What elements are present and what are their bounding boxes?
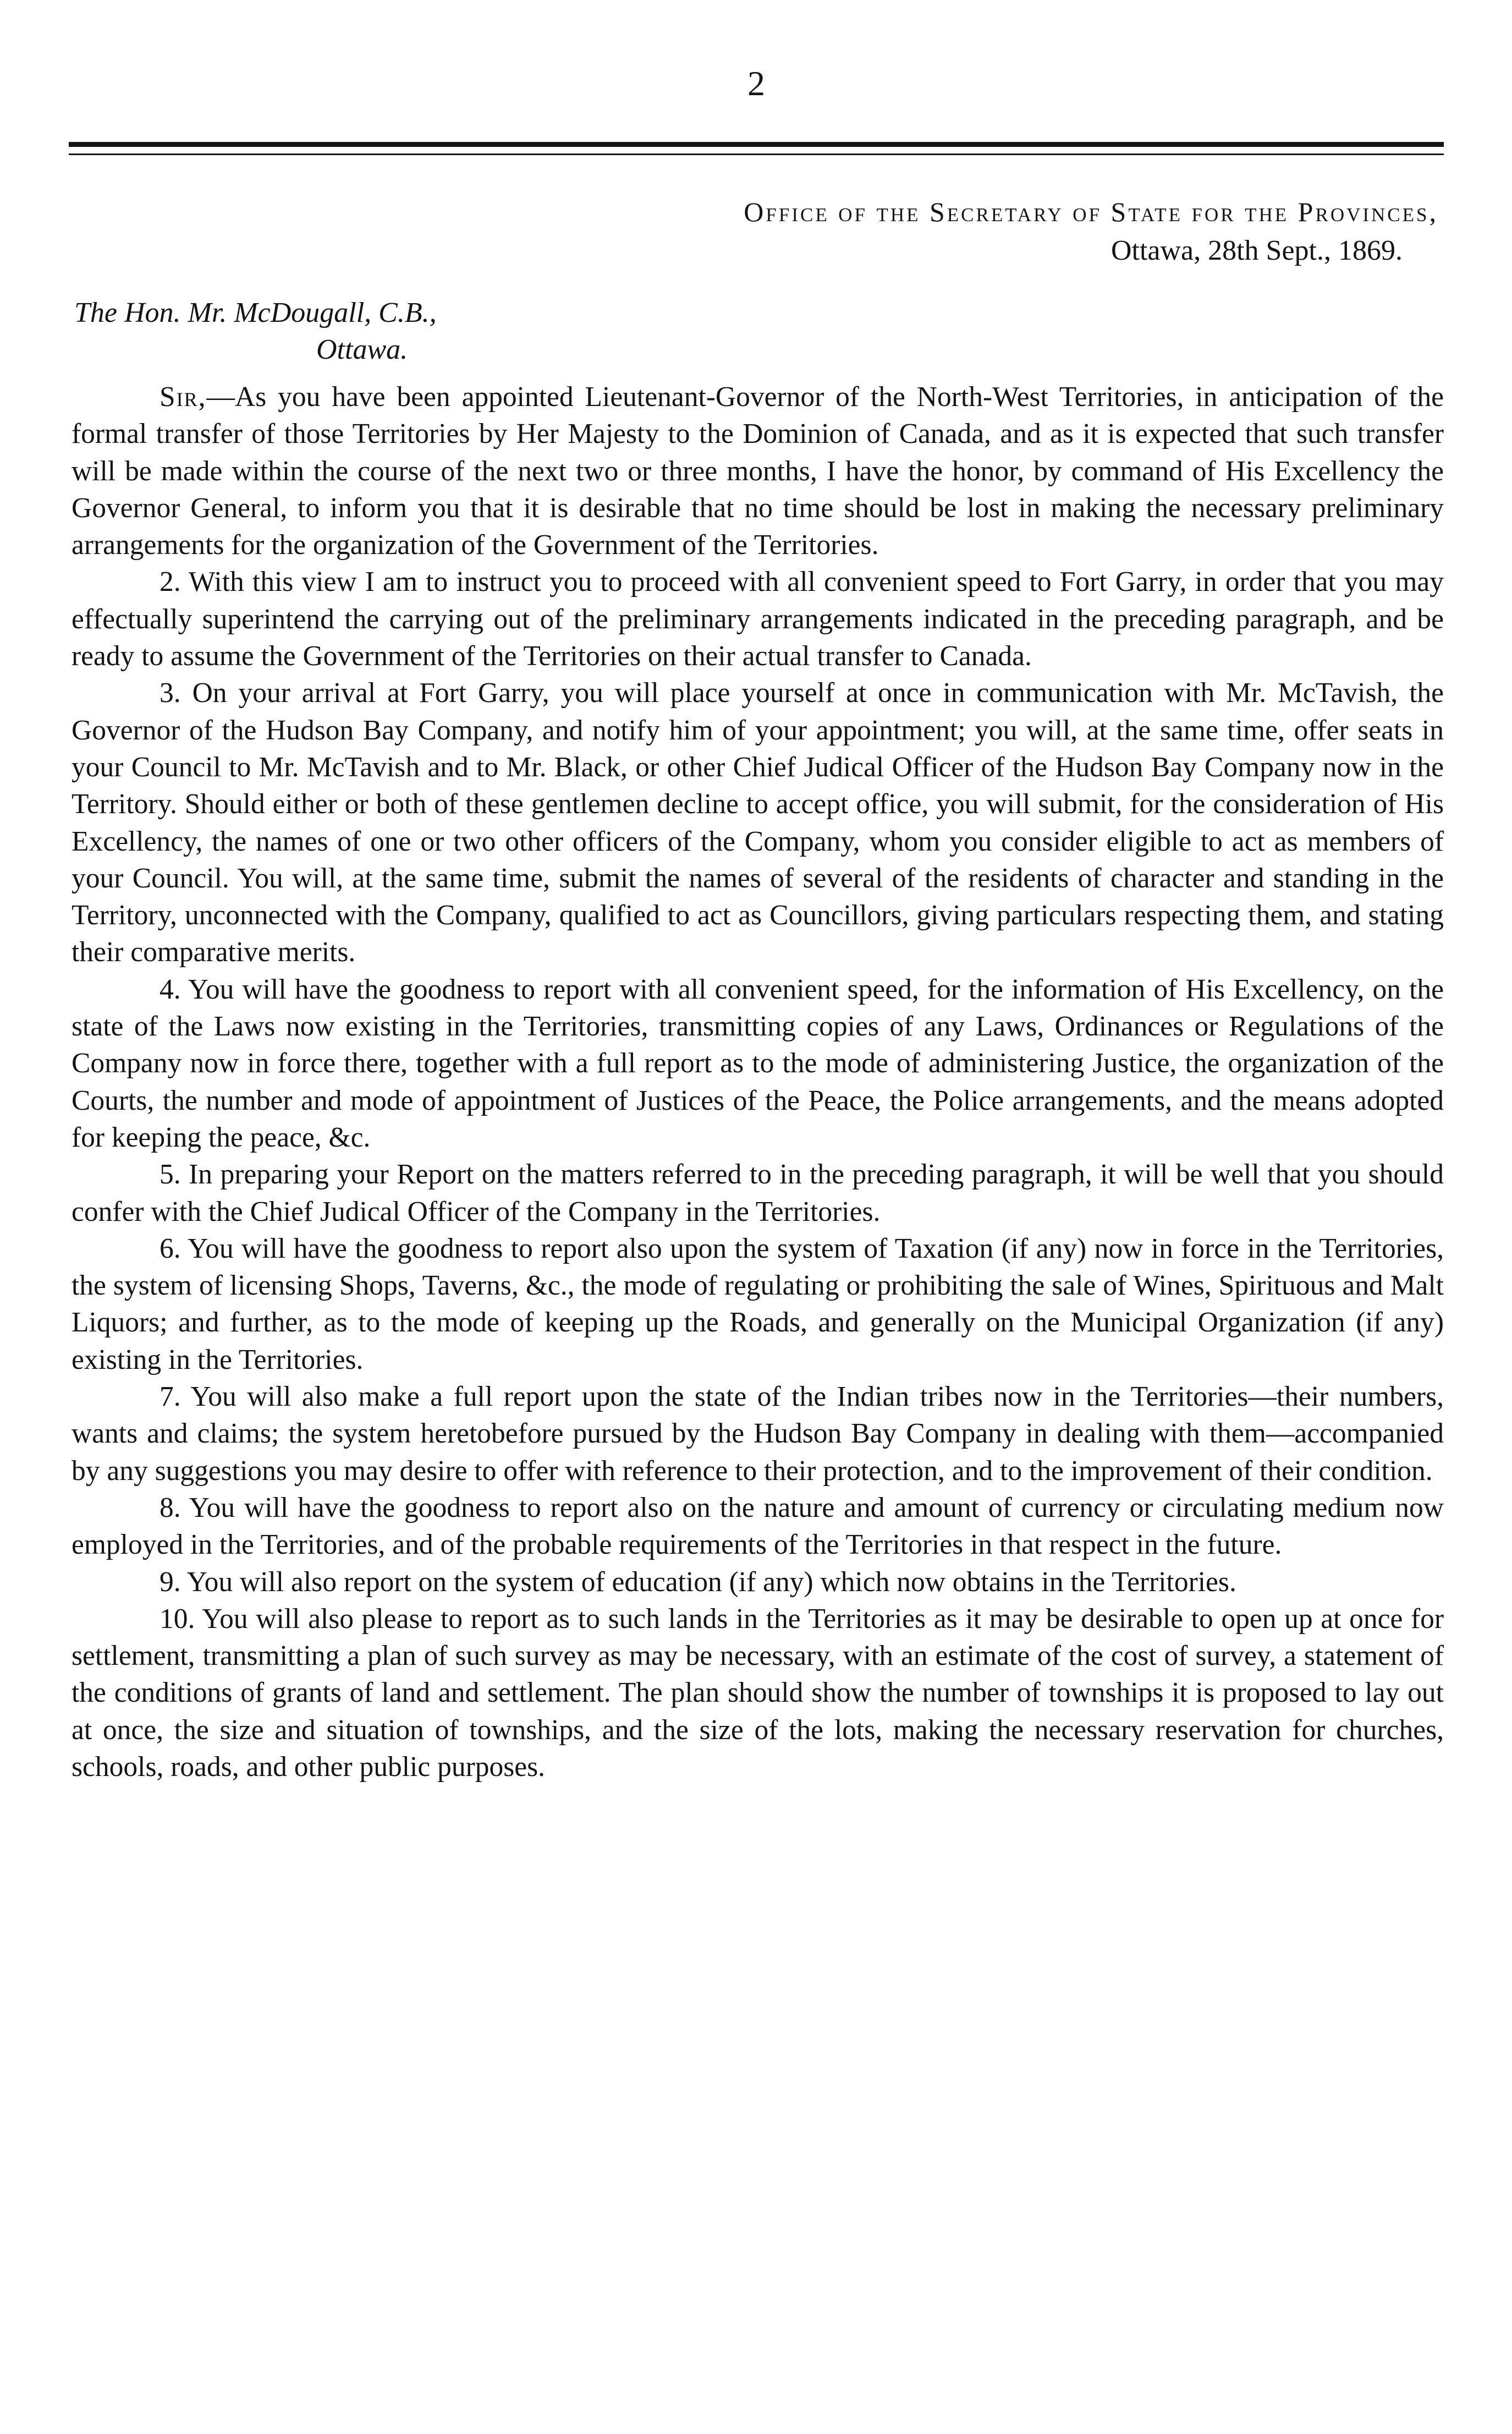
salutation: Sir, <box>160 381 207 413</box>
page-number: 2 <box>747 64 765 103</box>
office-heading: Office of the Secretary of State for the Provinces, <box>744 196 1438 227</box>
paragraph-1-text: —As you have been appointed Lieutenant-Governor of the North-West Territories, in anticipation of the formal transfer of those Territories by Her Majesty to the Dominion of Canada, and as it is expected that such transfer will be made within the course of the next two or three months, I have the honor, by command of His Excellency the Governor General, to inform you that it is desirable that no time should be lost in making the necessary preliminary arrangements for the organization of the Government of the Territories. <box>72 381 1444 561</box>
addressee-city: Ottawa. <box>316 334 408 365</box>
paragraph-5: 5. In preparing your Report on the matters referred to in the preceding paragraph, it will be well that you should confer with the Chief Judical Officer of the Company in the Territories. <box>72 1159 1444 1227</box>
paragraph-7: 7. You will also make a full report upon the state of the Indian tribes now in the Territories—their numbers, wants and claims; the system heretobefore pursued by the Hudson Bay Company in dealing with them—accompanied by any suggestions you may desire to offer with reference to their protection, and to the improvement of their condition. <box>72 1381 1444 1487</box>
addressee-name: The Hon. Mr. McDougall, C.B., <box>74 297 437 328</box>
paragraph-3: 3. On your arrival at Fort Garry, you will place yourself at once in communication with Mr. McTavish, the Governor of the Hudson Bay Company, and notify him of your appointment; you will, at the same time, offer seats in your Council to Mr. McTavish and to Mr. Black, or other Chief Judical Officer of the Hudson Bay Company now in the Territory. Should either or both of these gentlemen decline to accept office, you will submit, for the consideration of His Excellency, the names of one or two other officers of the Company, whom you consider eligible to act as members of your Council. You will, at the same time, submit the names of several of the residents of character and standing in the Territory, unconnected with the Company, qualified to act as Councillors, giving particulars respecting them, and stating their comparative merits. <box>72 677 1444 968</box>
paragraph-6: 6. You will have the goodness to report also upon the system of Taxation (if any) now in force in the Territories, the system of licensing Shops, Taverns, &c., the mode of regulating or prohibiting the sale of Wines, Spirituous and Malt Liquors; and further, as to the mode of keeping up the Roads, and generally on the Municipal Organization (if any) existing in the Territories. <box>72 1232 1444 1375</box>
paragraph-8: 8. You will have the goodness to report also on the nature and amount of currency or circulating medium now employed in the Territories, and of the probable requirements of the Territories in that respect in the future. <box>72 1492 1444 1561</box>
paragraph-10: 10. You will also please to report as to such lands in the Territories as it may be desirable to open up at once for settlement, transmitting a plan of such survey as may be necessary, with an estimate of the cost of survey, a statement of the conditions of grants of land and settlement. The plan should show the number of townships it is proposed to lay out at once, the size and situation of townships, and the size of the lots, making the necessary reservation for churches, schools, roads, and other public purposes. <box>72 1603 1444 1783</box>
letter-body <box>72 379 1444 1785</box>
paragraph-1 <box>72 379 1444 563</box>
header-rule-thin <box>69 154 1444 155</box>
paragraph-4: 4. You will have the goodness to report with all convenient speed, for the information of His Excellency, on the state of the Laws now existing in the Territories, transmitting copies of any Laws, Ordinances or Regulations of the Company now in force there, together with a full report as to the mode of administering Justice, the organization of the Courts, the number and mode of appointment of Justices of the Peace, the Police arrangements, and the means adopted for keeping the peace, &c. <box>72 973 1444 1153</box>
addressee-block <box>74 294 437 368</box>
paragraph-2: 2. With this view I am to instruct you to proceed with all convenient speed to Fort Garry, in order that you may effectually superintend the carrying out of the preliminary arrangements indicated in the preceding paragraph, and be ready to assume the Government of the Territories on their actual transfer to Canada. <box>72 566 1444 672</box>
header-rule-thick <box>69 142 1444 147</box>
paragraph-9: 9. You will also report on the system of education (if any) which now obtains in the Territories. <box>160 1566 1236 1598</box>
document-page <box>69 0 1444 2434</box>
date-line: Ottawa, 28th Sept., 1869. <box>1110 235 1403 266</box>
